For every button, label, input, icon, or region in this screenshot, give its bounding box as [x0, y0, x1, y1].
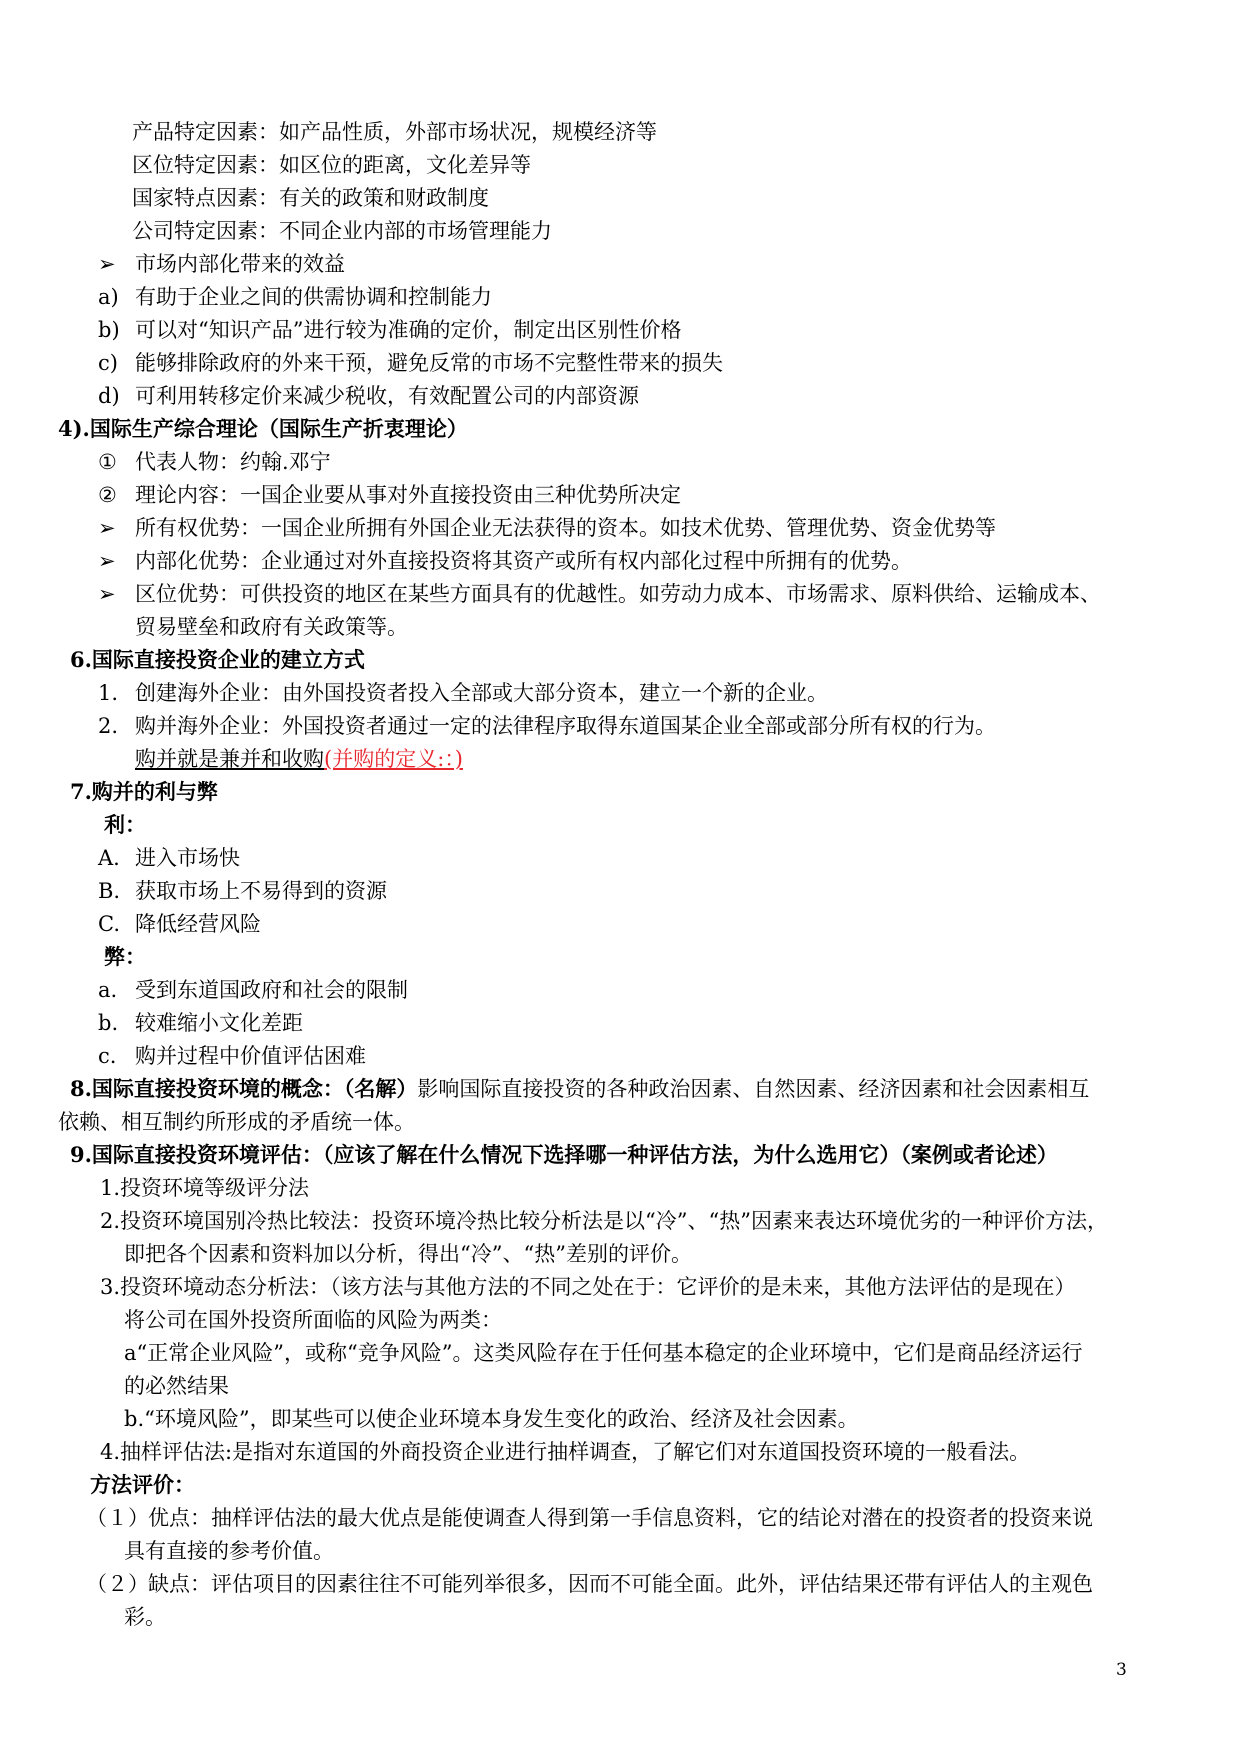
bullet-arrow-icon: ➢ — [98, 516, 116, 540]
list-marker: a. — [98, 978, 118, 1002]
text-line: 优点：抽样评估法的最大优点是能使调查人得到第一手信息资料，它的结论对潜在的投资者的投资来说 — [148, 1506, 1093, 1530]
text-line: 国家特点因素：有关的政策和财政制度 — [132, 186, 489, 210]
subheading-advantages: 利： — [104, 812, 146, 837]
list-marker: A. — [98, 846, 120, 870]
text-line: 即把各个因素和资料加以分析，得出“冷”、“热”差别的评价。 — [124, 1242, 692, 1266]
text-line: 彩。 — [124, 1605, 166, 1629]
list-marker: ① — [98, 450, 117, 474]
list-marker: 2. — [98, 714, 119, 738]
list-marker: c. — [98, 1044, 117, 1068]
text-line: 有助于企业之间的供需协调和控制能力 — [135, 285, 492, 309]
merger-definition-text: 购并就是兼并和收购 — [135, 747, 324, 771]
definition-text: 影响国际直接投资的各种政治因素、自然因素、经济因素和社会因素相互 — [417, 1077, 1090, 1101]
text-line: 区位特定因素：如区位的距离，文化差异等 — [132, 153, 531, 177]
text-line: 4.抽样评估法:是指对东道国的外商投资企业进行抽样调查，了解它们对东道国投资环境的一般看法。 — [100, 1440, 1031, 1464]
text-line: 产品特定因素：如产品性质，外部市场状况，规模经济等 — [132, 120, 657, 144]
list-marker: ② — [98, 483, 117, 507]
text-line: 的必然结果 — [124, 1374, 229, 1398]
list-marker: C. — [98, 912, 120, 936]
list-marker: B. — [98, 879, 121, 903]
list-marker: c) — [98, 351, 118, 375]
list-marker: a) — [98, 285, 119, 309]
text-line: b.“环境风险”，即某些可以使企业环境本身发生变化的政治、经济及社会因素。 — [124, 1407, 859, 1431]
list-marker: d) — [98, 384, 120, 408]
text-line: 内部化优势：企业通过对外直接投资将其资产或所有权内部化过程中所拥有的优势。 — [135, 549, 912, 573]
text-line: 依赖、相互制约所形成的矛盾统一体。 — [58, 1110, 415, 1134]
text-line: 缺点：评估项目的因素往往不可能列举很多，因而不可能全面。此外，评估结果还带有评估人的主观色 — [148, 1572, 1093, 1596]
list-marker: 1. — [98, 681, 119, 705]
text-line: 贸易壁垒和政府有关政策等。 — [135, 615, 408, 639]
text-line: 创建海外企业：由外国投资者投入全部或大部分资本，建立一个新的企业。 — [135, 681, 828, 705]
text-line: 购并海外企业：外国投资者通过一定的法律程序取得东道国某企业全部或部分所有权的行为。 — [135, 714, 996, 738]
text-line: 能够排除政府的外来干预，避免反常的市场不完整性带来的损失 — [135, 351, 723, 375]
section-heading: 6.国际直接投资企业的建立方式 — [70, 647, 365, 672]
section-heading: 7.购并的利与弊 — [70, 779, 218, 804]
text-line: 区位优势：可供投资的地区在某些方面具有的优越性。如劳动力成本、市场需求、原料供给、运输成本、 — [135, 582, 1101, 606]
bullet-arrow-icon: ➢ — [98, 549, 116, 573]
list-marker: （２） — [86, 1572, 149, 1596]
text-line: 理论内容：一国企业要从事对外直接投资由三种优势所决定 — [135, 483, 681, 507]
text-line: 代表人物：约翰.邓宁 — [135, 450, 331, 474]
merger-definition-link[interactable]: (并购的定义:：) — [324, 747, 463, 771]
page-number: 3 — [1116, 1660, 1127, 1680]
text-line: 进入市场快 — [135, 846, 240, 870]
list-marker: （１） — [86, 1506, 149, 1530]
list-marker: b) — [98, 318, 120, 342]
text-line: 所有权优势：一国企业所拥有外国企业无法获得的资本。如技术优势、管理优势、资金优势等 — [135, 516, 996, 540]
bullet-arrow-icon: ➢ — [98, 252, 116, 276]
text-line: 受到东道国政府和社会的限制 — [135, 978, 408, 1002]
subheading-disadvantages: 弊： — [104, 944, 146, 969]
text-line: 市场内部化带来的效益 — [135, 252, 345, 276]
text-line: 将公司在国外投资所面临的风险为两类： — [124, 1308, 502, 1332]
text-line — [70, 1075, 1089, 1103]
text-line: 2.投资环境国别冷热比较法：投资环境冷热比较分析法是以“冷”、“热”因素来表达环境优劣的一种评价方法， — [100, 1209, 1108, 1233]
text-line: 较难缩小文化差距 — [135, 1011, 303, 1035]
section-heading: 4).国际生产综合理论（国际生产折衷理论） — [58, 416, 468, 441]
section-heading: 9.国际直接投资环境评估：（应该了解在什么情况下选择哪一种评估方法，为什么选用它）（案例或者论述） — [70, 1142, 1058, 1167]
text-line: 可利用转移定价来减少税收，有效配置公司的内部资源 — [135, 384, 639, 408]
bullet-arrow-icon: ➢ — [98, 582, 116, 606]
text-line: 3.投资环境动态分析法：（该方法与其他方法的不同之处在于：它评价的是未来，其他方法评估的是现在） — [100, 1275, 1076, 1299]
text-line: 具有直接的参考价值。 — [124, 1539, 334, 1563]
text-line: a“正常企业风险”，或称“竞争风险”。这类风险存在于任何基本稳定的企业环境中，它们是商品经济运行 — [124, 1341, 1083, 1365]
text-line: 购并过程中价值评估困难 — [135, 1044, 366, 1068]
subheading-evaluation: 方法评价： — [90, 1472, 195, 1497]
list-marker: b. — [98, 1011, 119, 1035]
text-line: 获取市场上不易得到的资源 — [135, 879, 387, 903]
text-line: 公司特定因素：不同企业内部的市场管理能力 — [132, 219, 552, 243]
text-line: 1.投资环境等级评分法 — [100, 1176, 310, 1200]
text-line — [135, 745, 463, 773]
text-line: 降低经营风险 — [135, 912, 261, 936]
text-line: 可以对“知识产品”进行较为准确的定价，制定出区别性价格 — [135, 318, 682, 342]
section-heading: 8.国际直接投资环境的概念：（名解） — [70, 1076, 418, 1101]
